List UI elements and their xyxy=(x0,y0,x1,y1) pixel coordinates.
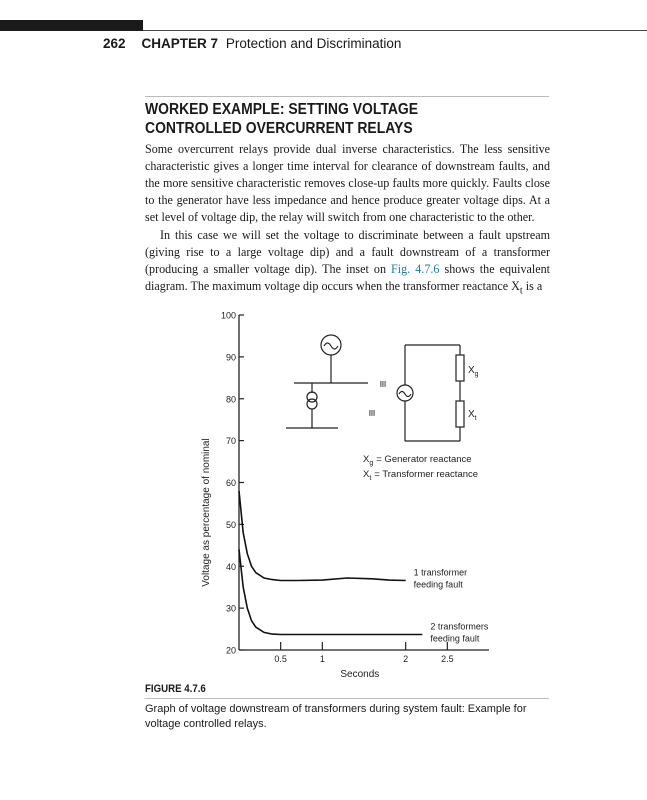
xg-label: $X_g$ xyxy=(468,365,479,378)
y-tick-label: 90 xyxy=(225,352,236,363)
paragraph-2-text-b: shows the equivalent diagram. The maximum voltage dip occurs when the transformer reactance X xyxy=(145,262,550,293)
y-axis-title: Voltage as percentage of nominal xyxy=(201,438,212,587)
header-bar-dark xyxy=(0,20,143,31)
x-tick-label: 1 xyxy=(319,654,325,664)
heading-rule xyxy=(145,96,549,97)
caption-rule xyxy=(145,698,549,699)
y-tick-label: 30 xyxy=(225,603,236,614)
voltage-chart xyxy=(197,305,507,680)
figure-4-7-6 xyxy=(197,305,507,680)
figure-label: FIGURE 4.7.6 xyxy=(145,683,206,695)
page-number: 262 xyxy=(103,36,126,51)
y-tick-label: 70 xyxy=(225,436,236,447)
header-rule xyxy=(143,30,647,31)
y-tick-label: 60 xyxy=(225,478,236,488)
xg-reactance-box xyxy=(456,355,464,381)
figure-link[interactable]: Fig. 4.7.6 xyxy=(391,262,440,276)
y-tick-label: 40 xyxy=(225,561,236,572)
paragraph-2-subscript: t xyxy=(519,285,523,297)
x-axis-title: Seconds xyxy=(340,669,380,680)
ac-wave-icon xyxy=(324,343,338,349)
xt-label: $X_t$ xyxy=(468,409,477,422)
y-tick-label: 100 xyxy=(220,310,236,321)
series-label-1-line2: feeding fault xyxy=(413,579,463,590)
legend-generator-reactance: $X_g$ = Generator reactance xyxy=(363,454,472,467)
worked-example-heading: WORKED EXAMPLE: SETTING VOLTAGE CONTROLLED OVERCURRENT RELAYS xyxy=(145,101,419,137)
eq-ac-wave-icon xyxy=(399,392,411,397)
paragraph-1: Some overcurrent relays provide dual inverse characteristics. The less sensitive characteristic gives a longer time interval for clearance of downstream faults, and the more sensitive characteristic removes close-up faults more quickly. Faults close to the generator have less impedance and hence produce greater voltage dips. At a set level of voltage dip, the relay will switch from one characteristic to the other. xyxy=(145,142,550,224)
paragraph-2 xyxy=(145,227,550,299)
running-header xyxy=(103,36,401,51)
series-line-1 xyxy=(239,491,406,581)
x-tick-label: 0.5 xyxy=(274,654,287,664)
x-tick-label: 2.5 xyxy=(441,654,454,664)
equiv-symbol-2: ≡ xyxy=(365,409,379,417)
y-tick-label: 50 xyxy=(225,519,236,530)
paragraph-2-text-a: In this case we will set the voltage to discriminate between a fault upstream (giving rise to a large voltage dip) and a fault downstream of a transformer (producing a smaller voltage dip). The inset on xyxy=(145,228,550,276)
y-tick-label: 20 xyxy=(225,645,236,656)
legend-transformer-reactance: $X_t$ = Transformer reactance xyxy=(363,469,479,482)
series-line-2 xyxy=(239,550,422,635)
chapter-label: CHAPTER 7 xyxy=(141,36,219,51)
series-label-2: 2 transformers xyxy=(430,621,489,632)
x-tick-label: 2 xyxy=(403,654,409,664)
equiv-symbol-1: ≡ xyxy=(376,380,390,388)
paragraph-2-text-c: is a xyxy=(522,279,543,293)
series-label-2-line2: feeding fault xyxy=(430,633,480,644)
transformer-winding-2 xyxy=(307,399,317,409)
xt-reactance-box xyxy=(456,401,464,427)
y-tick-label: 80 xyxy=(225,394,236,405)
inset-diagram xyxy=(286,335,464,441)
series-label-1: 1 transformer xyxy=(413,567,468,578)
figure-caption: Graph of voltage downstream of transformers during system fault: Example for voltage controlled relays. xyxy=(145,703,527,730)
section-title: Protection and Discrimination xyxy=(225,36,402,51)
